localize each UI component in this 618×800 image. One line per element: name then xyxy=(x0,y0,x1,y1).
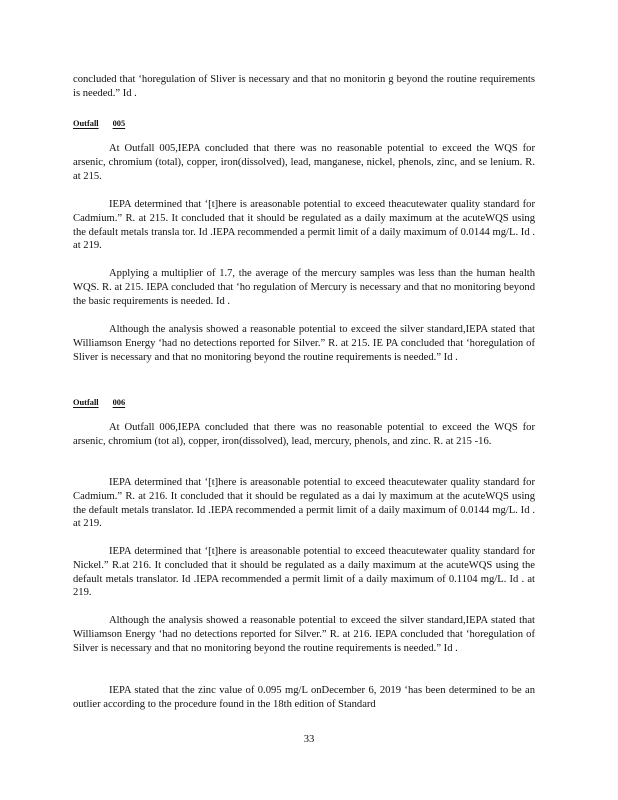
paragraph-outfall-005-mercury: Applying a multiplier of 1.7, the average of the mercury samples was less than the human health WQS. R. at 215. IEPA concluded that ‘ho regulation of Mercury is necessary and that no monitoring beyond the basic requirements is needed. Id . xyxy=(73,268,535,307)
heading-outfall-005 xyxy=(73,117,125,131)
paragraph-outfall-006-nickel: IEPA determined that ‘[t]here is areasonable potential to exceed theacutewater quality standard for Nickel.” R.at 216. It concluded that it should be regulated as a daily maximum at the acuteWQS using the default metals translator. Id .IEPA recommended a permit limit of a daily maximum of 0.1104 mg/L. Id . at 219. xyxy=(73,546,535,599)
heading-outfall-006-number: 006 xyxy=(112,398,126,407)
paragraph-outfall-005-no-rp: At Outfall 005,IEPA concluded that there was no reasonable potential to exceed the WQS for arsenic, chromium (total), copper, iron(dissolved), lead, manganese, nickel, phenols, zinc, and se lenium. R. at 215. xyxy=(73,143,535,182)
paragraph-outfall-006-silver: Although the analysis showed a reasonable potential to exceed the silver standard,IEPA stated that Williamson Energy ‘had no detections reported for Silver.” R. at 216. IEPA concluded that ‘horegulation of Silver is necessary and that no monitoring beyond the routine requirements is needed.” Id . xyxy=(73,615,535,654)
heading-outfall-006-label: Outfall xyxy=(73,398,99,407)
paragraph-continuation: concluded that ‘horegulation of Sliver is necessary and that no monitorin g beyond the routine requirements is needed.” Id . xyxy=(73,74,535,99)
paragraph-outfall-006-cadmium: IEPA determined that ‘[t]here is areasonable potential to exceed theacutewater quality standard for Cadmium.” R. at 216. It concluded that it should be regulated as a dai ly maximum at the acuteWQS using the default metals translator. Id .IEPA recommended a permit limit of a daily maximum of 0.0144 mg/L. Id . at 219. xyxy=(73,477,535,530)
paragraph-outfall-005-cadmium: IEPA determined that ‘[t]here is areasonable potential to exceed theacutewater quality standard for Cadmium.” R. at 215. It concluded that it should be regulated as a daily maximum at the acuteWQS using the default metals transla tor. Id .IEPA recommended a permit limit of a daily maximum of 0.0144 mg/L. Id . at 219. xyxy=(73,199,535,252)
page-number: 33 xyxy=(303,734,315,745)
heading-outfall-005-label: Outfall xyxy=(73,119,99,128)
heading-outfall-006 xyxy=(73,396,125,410)
paragraph-outfall-006-zinc: IEPA stated that the zinc value of 0.095 mg/L onDecember 6, 2019 ‘has been determined to be an outlier according to the procedure found in the 18th edition of Standard xyxy=(73,685,535,710)
heading-outfall-005-number: 005 xyxy=(112,119,126,128)
paragraph-outfall-005-silver: Although the analysis showed a reasonable potential to exceed the silver standard,IEPA stated that Williamson Energy ‘had no detections reported for Silver.” R. at 215. IE PA concluded that ‘horegulation of Sliver is necessary and that no monitoring beyond the routine requirements is needed.” Id . xyxy=(73,324,535,363)
paragraph-outfall-006-no-rp: At Outfall 006,IEPA concluded that there was no reasonable potential to exceed the WQS for arsenic, chromium (tot al), copper, iron(dissolved), lead, mercury, phenols, and zinc. R. at 215 -16. xyxy=(73,422,535,447)
